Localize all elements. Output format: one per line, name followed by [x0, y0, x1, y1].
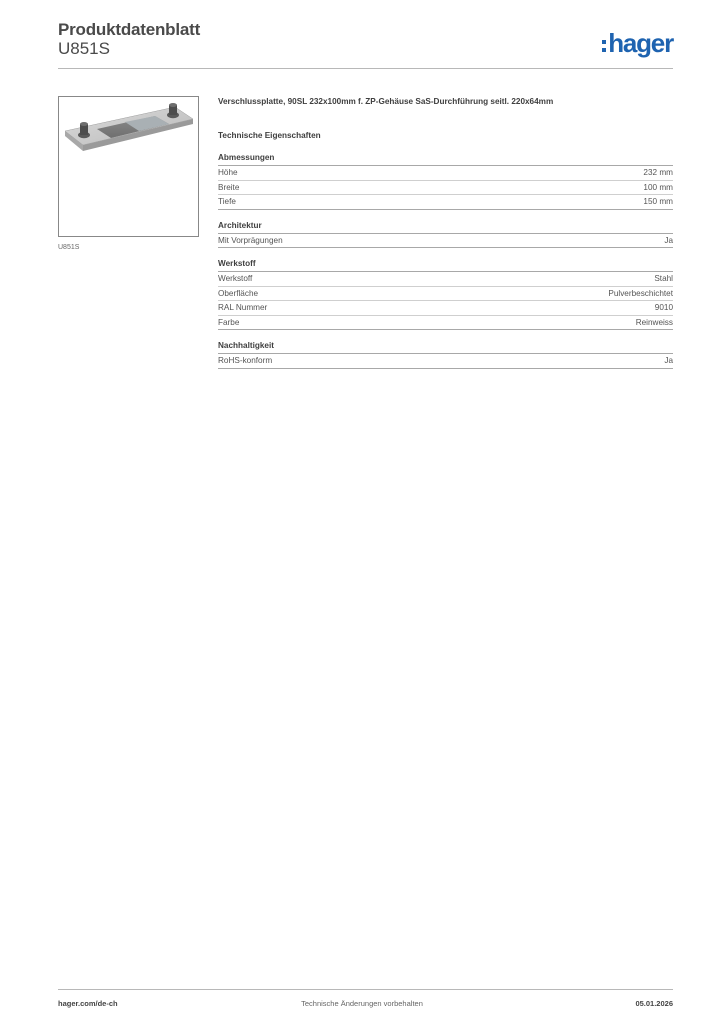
spec-value: Ja	[664, 356, 673, 365]
section-title: Technische Eigenschaften	[218, 131, 321, 140]
product-details	[218, 96, 673, 369]
spec-row	[218, 234, 673, 249]
header-divider	[58, 68, 673, 69]
spec-row	[218, 181, 673, 196]
spec-row	[218, 354, 673, 369]
spec-label: Oberfläche	[218, 288, 259, 298]
spec-row	[218, 272, 673, 287]
group-title: Werkstoff	[218, 258, 673, 272]
spec-value: Stahl	[654, 274, 673, 283]
cover-plate-illustration	[59, 97, 198, 236]
spec-row	[218, 287, 673, 302]
spec-label: RoHS-konform	[218, 356, 273, 365]
group-title: Abmessungen	[218, 152, 673, 166]
logo-colon-icon	[602, 40, 606, 52]
product-description: Verschlussplatte, 90SL 232x100mm f. ZP-Gehäuse SaS-Durchführung seitl. 220x64mm	[218, 97, 554, 106]
spec-row	[218, 195, 673, 210]
footer-date: 05.01.2026	[635, 999, 673, 1008]
spec-value: Ja	[664, 235, 673, 245]
spec-label: Werkstoff	[218, 274, 253, 283]
spec-value: 150 mm	[643, 197, 673, 206]
image-caption: U851S	[58, 244, 80, 251]
spec-group-abmessungen	[218, 152, 673, 210]
spec-label: Tiefe	[218, 197, 236, 206]
footer-website-link[interactable]: hager.com/de-ch	[58, 999, 118, 1008]
spec-row	[218, 166, 673, 181]
spec-row	[218, 301, 673, 316]
spec-value: 232 mm	[643, 168, 673, 177]
spec-label: RAL Nummer	[218, 303, 268, 312]
spec-row	[218, 316, 673, 331]
footer-divider	[58, 989, 673, 990]
spec-group-architektur	[218, 220, 673, 249]
spec-label: Mit Vorprägungen	[218, 235, 283, 245]
spec-value: 9010	[654, 303, 673, 312]
spec-value: Reinweiss	[635, 317, 673, 327]
hager-logo	[602, 27, 673, 59]
group-title: Nachhaltigkeit	[218, 340, 673, 354]
spec-label: Breite	[218, 182, 240, 192]
page-title: Produktdatenblatt	[58, 20, 201, 39]
spec-label: Höhe	[218, 168, 238, 177]
spec-value: 100 mm	[643, 182, 673, 192]
spec-value: Pulverbeschichtet	[608, 288, 673, 298]
product-image	[58, 96, 199, 237]
spec-group-werkstoff	[218, 258, 673, 330]
group-title: Architektur	[218, 220, 673, 234]
spec-group-nachhaltigkeit	[218, 340, 673, 369]
spec-label: Farbe	[218, 317, 240, 327]
logo-text: hager	[608, 28, 673, 58]
product-code: U851S	[58, 39, 110, 58]
footer-disclaimer: Technische Änderungen vorbehalten	[301, 999, 423, 1008]
